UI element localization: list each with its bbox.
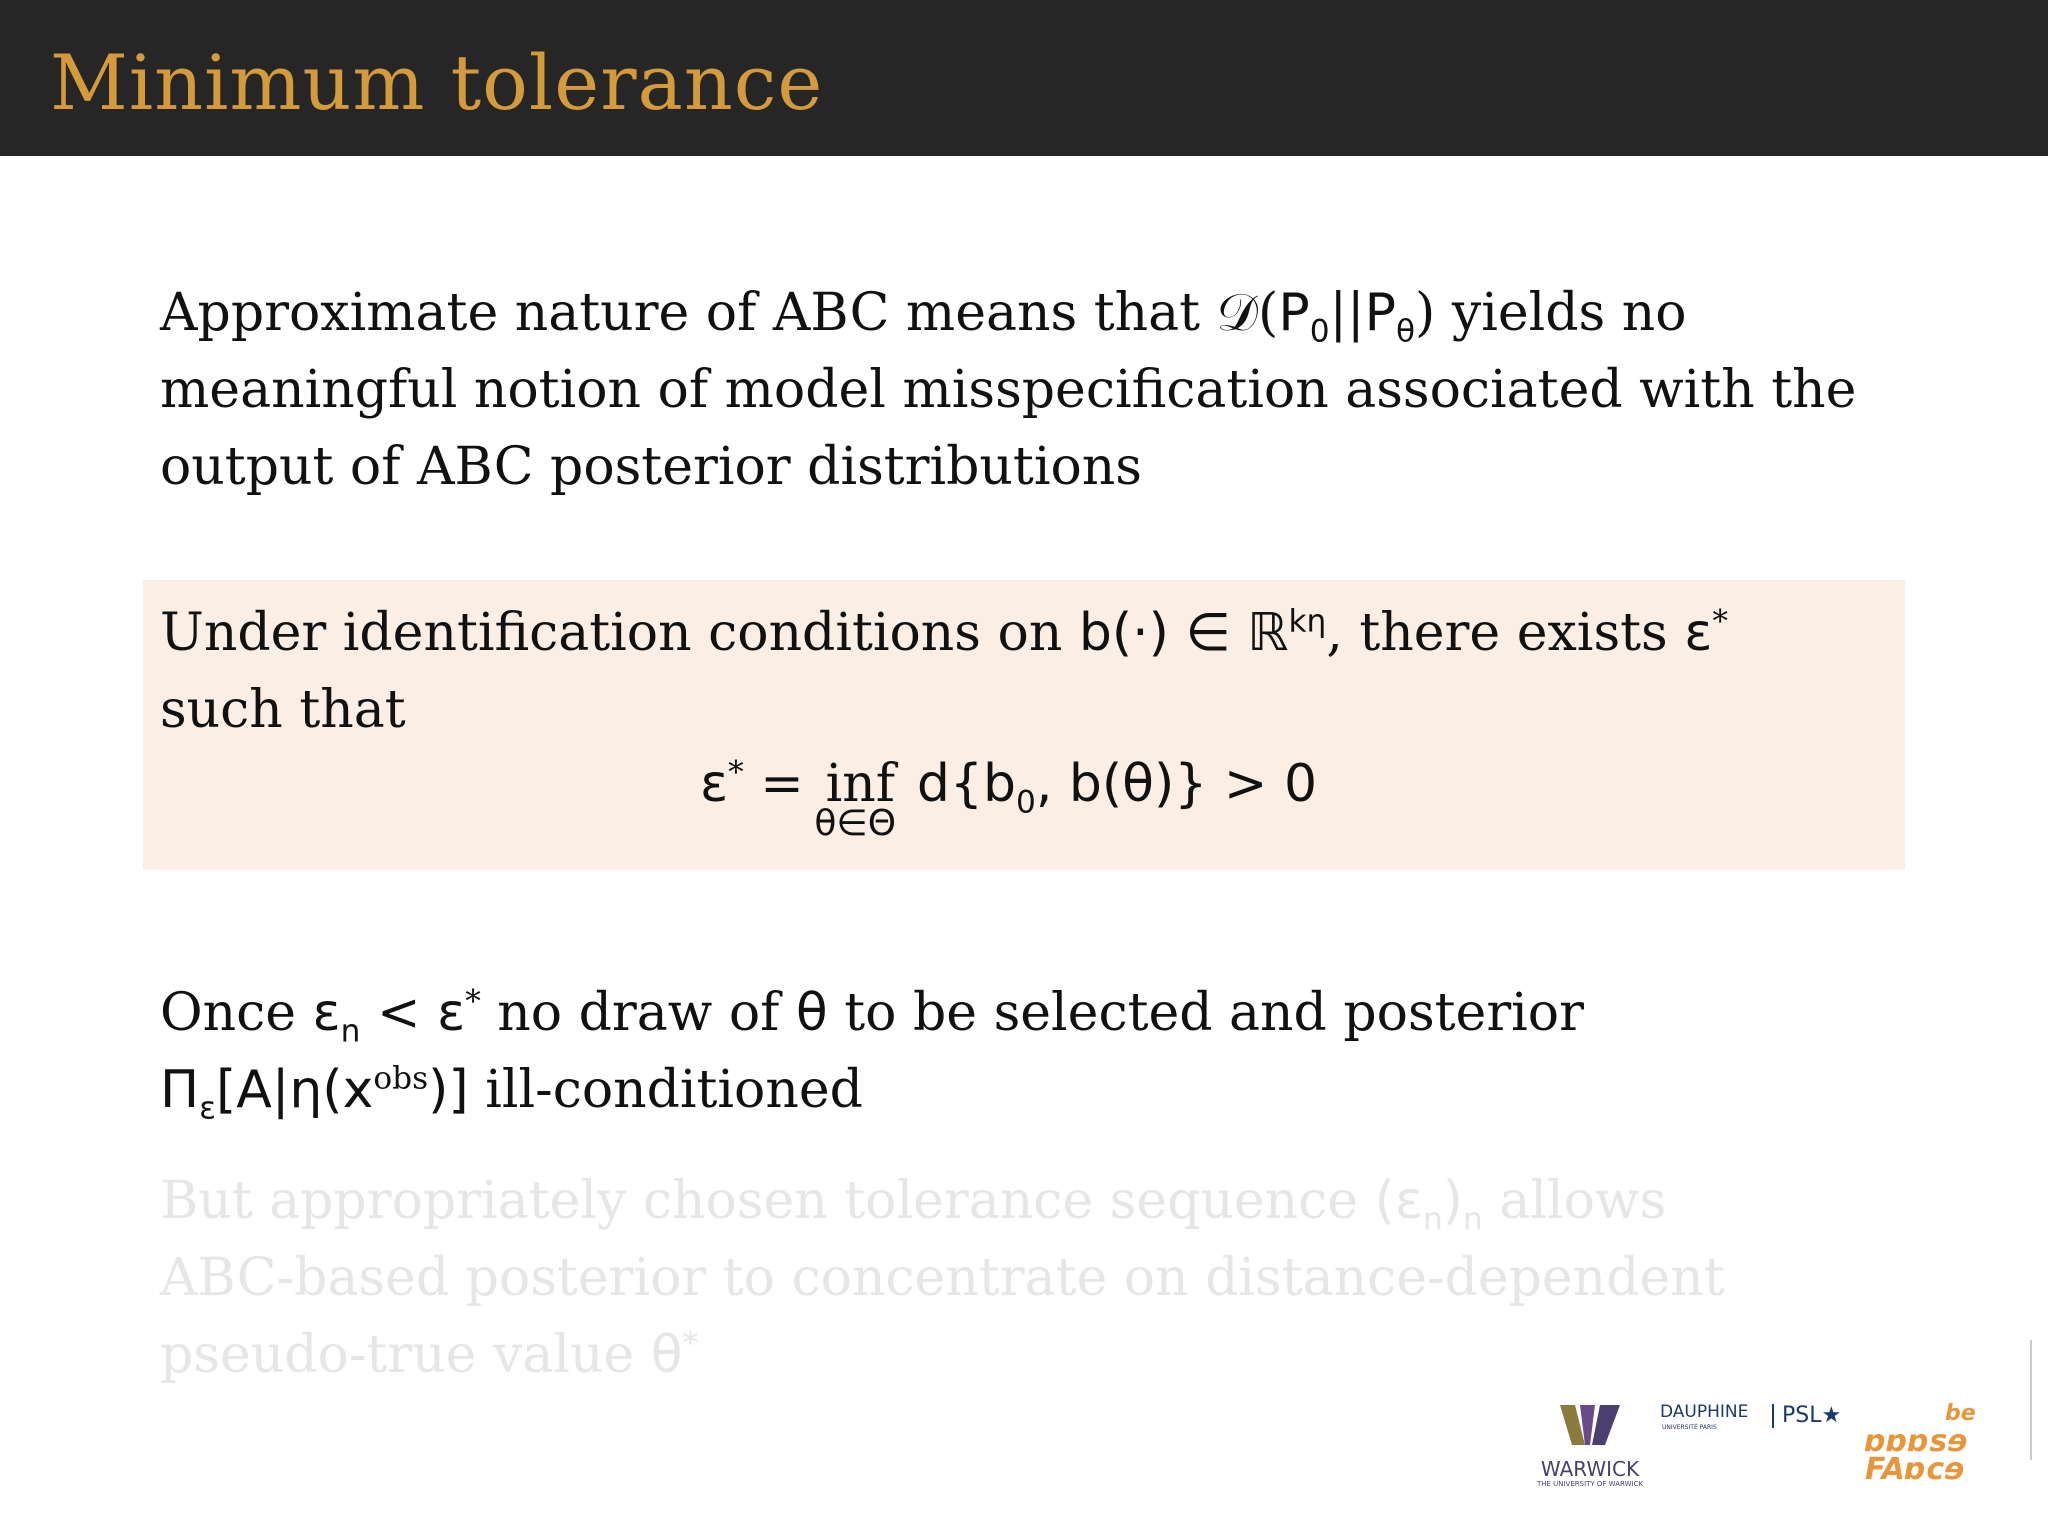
subscript-0: 0 bbox=[1015, 784, 1036, 821]
psl-wordmark: PSL★ bbox=[1772, 1404, 1841, 1428]
text-run: Approximate nature of ABC means that bbox=[160, 283, 1217, 343]
equation-min-tolerance bbox=[700, 746, 1318, 844]
paren-close: ) bbox=[1415, 283, 1436, 343]
paragraph-line bbox=[160, 1163, 1725, 1240]
text-run: ill-conditioned bbox=[468, 1060, 863, 1120]
text-run: But appropriately chosen tolerance sequence bbox=[160, 1171, 1375, 1231]
bayes-for-bayes-logo bbox=[1865, 1380, 2035, 1487]
superscript-star: * bbox=[682, 1325, 699, 1362]
paragraph-line: ABC-based posterior to concentrate on distance-dependent bbox=[160, 1248, 1725, 1308]
text-run: pseudo-true value bbox=[160, 1325, 651, 1385]
math-epsilon: ε bbox=[700, 754, 729, 814]
math-P0: P bbox=[1278, 283, 1310, 343]
superscript-star: * bbox=[1712, 603, 1728, 640]
bayes-line: be bbox=[1945, 1401, 1976, 1426]
subscript-n: n bbox=[1422, 1201, 1443, 1238]
paragraph-line: such that bbox=[160, 680, 406, 740]
subscript-0: 0 bbox=[1309, 313, 1330, 350]
math-seq: (ε bbox=[1374, 1171, 1423, 1231]
title-bar bbox=[0, 0, 2048, 156]
paragraph-line bbox=[160, 1052, 1584, 1129]
theorem-statement bbox=[160, 595, 1728, 749]
paragraph-line bbox=[160, 1317, 1725, 1394]
paragraph-line bbox=[160, 595, 1728, 672]
bayes-line: FAɒcɘ bbox=[1865, 1452, 1965, 1487]
bayes-line: ɒɒɒsɘ bbox=[1865, 1424, 1968, 1459]
math-epsilon: ε bbox=[1684, 603, 1713, 663]
bayes-wordmark bbox=[1865, 1400, 1976, 1487]
math-epsilon-n: ε bbox=[312, 983, 341, 1043]
text-run: Under identification conditions on bbox=[160, 603, 1079, 663]
divergence-symbol: 𝒟 bbox=[1216, 283, 1259, 343]
paragraph-line: output of ABC posterior distributions bbox=[160, 437, 1142, 497]
superscript-star: * bbox=[728, 754, 744, 791]
subscript-n: n bbox=[1463, 1201, 1483, 1238]
math-rhs-tail: , b(θ)} > 0 bbox=[1035, 754, 1318, 814]
text-run: yields no bbox=[1435, 283, 1687, 343]
paragraph-line bbox=[160, 975, 1584, 1052]
separator: || bbox=[1329, 283, 1365, 343]
warwick-wordmark: WARWICK bbox=[1540, 1457, 1640, 1481]
paragraph-line bbox=[160, 275, 1856, 352]
text-run: allows bbox=[1482, 1171, 1667, 1231]
infimum-operator bbox=[814, 746, 900, 844]
text-run: no draw of bbox=[480, 983, 796, 1043]
superscript-obs: obs bbox=[373, 1060, 429, 1097]
math-pi: Π bbox=[160, 1060, 200, 1120]
math-rhs: d{b bbox=[900, 754, 1016, 814]
superscript-star: * bbox=[465, 983, 481, 1020]
subscript-epsilon: ε bbox=[199, 1090, 216, 1127]
math-posterior: [A|η(x bbox=[215, 1060, 374, 1120]
math-theta: θ bbox=[795, 983, 828, 1043]
text-run: Once bbox=[160, 983, 313, 1043]
subscript-n: n bbox=[340, 1013, 361, 1050]
edge-line bbox=[2030, 1340, 2032, 1460]
dauphine-psl-logo bbox=[1660, 1390, 1860, 1430]
text-run: to be selected and posterior bbox=[827, 983, 1584, 1043]
math-seq-close: ) bbox=[1442, 1171, 1464, 1231]
paragraph-tolerance-sequence bbox=[160, 1163, 1725, 1394]
paren-open: ( bbox=[1258, 283, 1279, 343]
warwick-emblem-icon bbox=[1530, 1400, 1650, 1455]
superscript-k-eta: kη bbox=[1288, 603, 1327, 640]
sponsor-logos bbox=[1520, 1380, 2040, 1488]
math-close: )] bbox=[428, 1060, 469, 1120]
dauphine-subtitle: UNIVERSITÉ PARIS bbox=[1662, 1424, 1717, 1431]
text-run: , there exists bbox=[1326, 603, 1685, 663]
inf-subscript: θ∈Θ bbox=[814, 803, 897, 844]
paragraph-ill-conditioned bbox=[160, 975, 1584, 1129]
subscript-theta: θ bbox=[1395, 313, 1416, 350]
warwick-subtitle: THE UNIVERSITY OF WARWICK bbox=[1536, 1480, 1644, 1488]
math-Ptheta: P bbox=[1364, 283, 1396, 343]
math-epsilon: ε bbox=[437, 983, 466, 1043]
dauphine-wordmark: DAUPHINE bbox=[1660, 1402, 1749, 1422]
less-than: < bbox=[360, 983, 438, 1043]
paragraph-abc-nature bbox=[160, 275, 1856, 506]
paragraph-line: meaningful notion of model misspecification associated with the bbox=[160, 360, 1857, 420]
equals-sign: = bbox=[743, 754, 821, 814]
slide-title: Minimum tolerance bbox=[50, 38, 824, 127]
inf-label: inf bbox=[825, 754, 896, 814]
math-theta: θ bbox=[650, 1325, 683, 1385]
math-b-func: b(·) ∈ ℝ bbox=[1078, 603, 1289, 663]
warwick-logo bbox=[1530, 1400, 1650, 1488]
